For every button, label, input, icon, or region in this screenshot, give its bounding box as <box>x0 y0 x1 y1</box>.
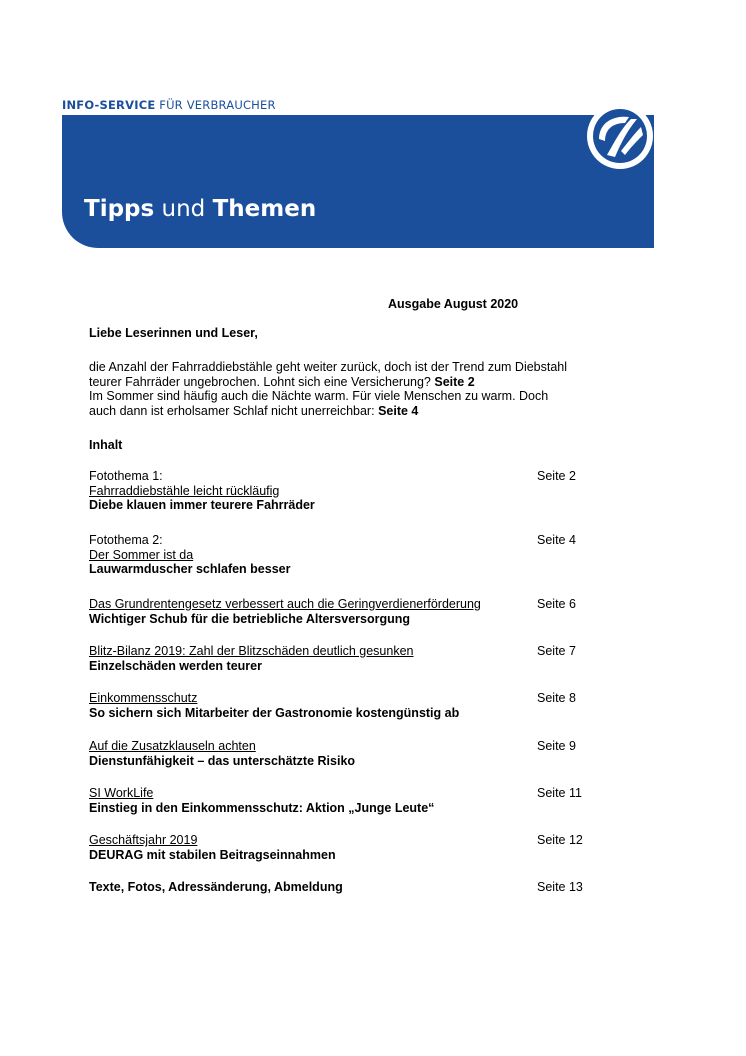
toc-page-number: Seite 2 <box>537 469 576 483</box>
toc-title-link[interactable]: Fahrraddiebstähle leicht rückläufig <box>89 483 280 498</box>
title-part-und: und <box>161 196 206 222</box>
header-band <box>62 115 654 248</box>
title-part-tipps: Tipps <box>84 196 155 222</box>
toc-page-number: Seite 11 <box>537 786 582 800</box>
toc-page-number: Seite 9 <box>537 739 576 753</box>
toc-title-link[interactable]: Das Grundrentengesetz verbessert auch die Geringverdienerförderung <box>89 597 481 611</box>
toc-entry <box>89 597 609 626</box>
toc-page-number: Seite 6 <box>537 597 576 611</box>
intro-text <box>89 360 649 418</box>
issue-date: Ausgabe August 2020 <box>388 297 519 311</box>
toc-subtitle: Dienstunfähigkeit – das unterschätzte Risiko <box>89 753 356 768</box>
toc-title-link[interactable]: Geschäftsjahr 2019 <box>89 833 198 847</box>
title-part-themen: Themen <box>212 196 317 222</box>
toc-subtitle: Einzelschäden werden teurer <box>89 658 262 673</box>
toc-title-link[interactable]: Der Sommer ist da <box>89 547 194 562</box>
toc-subtitle: Einstieg in den Einkommensschutz: Aktion „Junge Leute“ <box>89 800 435 815</box>
toc-title-link[interactable]: Einkommensschutz <box>89 691 198 705</box>
toc-page-number: Seite 13 <box>537 880 583 894</box>
toc-title-link[interactable]: Blitz-Bilanz 2019: Zahl der Blitzschäden deutlich gesunken <box>89 644 414 658</box>
toc-entry <box>89 469 609 513</box>
intro-line: auch dann ist erholsamer Schlaf nicht unerreichbar: Seite 4 <box>89 403 419 418</box>
toc-page-number: Seite 8 <box>537 691 576 705</box>
intro-line: Im Sommer sind häufig auch die Nächte warm. Für viele Menschen zu warm. Doch <box>89 389 549 403</box>
toc-entry <box>89 533 609 577</box>
toc-entry <box>89 644 609 673</box>
newsletter-title <box>84 196 316 222</box>
toc-subtitle: So sichern sich Mitarbeiter der Gastronomie kostengünstig ab <box>89 705 460 720</box>
toc-entry <box>89 786 609 815</box>
toc-label: Fotothema 1: <box>89 469 163 483</box>
toc-entry <box>89 880 609 895</box>
toc-page-number: Seite 4 <box>537 533 576 547</box>
toc-entry <box>89 739 609 768</box>
toc-page-number: Seite 7 <box>537 644 576 658</box>
page-reference: Seite 2 <box>434 374 475 389</box>
toc-entry <box>89 691 609 720</box>
kicker-light: FÜR VERBRAUCHER <box>159 98 276 112</box>
toc-title-link[interactable]: SI WorkLife <box>89 786 154 800</box>
toc-heading: Inhalt <box>89 438 123 452</box>
page-reference: Seite 4 <box>378 403 419 418</box>
signal-iduna-logo-icon <box>585 101 655 171</box>
toc-entry <box>89 833 609 862</box>
kicker-bold: INFO-SERVICE <box>62 98 156 112</box>
publication-kicker <box>62 98 276 112</box>
toc-subtitle: Lauwarmduscher schlafen besser <box>89 562 291 576</box>
toc-subtitle: Texte, Fotos, Adressänderung, Abmeldung <box>89 880 343 894</box>
toc-subtitle: Diebe klauen immer teurere Fahrräder <box>89 498 315 512</box>
intro-line: teurer Fahrräder ungebrochen. Lohnt sich eine Versicherung? Seite 2 <box>89 374 475 389</box>
toc-subtitle: DEURAG mit stabilen Beitragseinnahmen <box>89 847 336 862</box>
toc-page-number: Seite 12 <box>537 833 583 847</box>
toc-subtitle: Wichtiger Schub für die betriebliche Altersversorgung <box>89 611 411 626</box>
intro-line: die Anzahl der Fahrraddiebstähle geht weiter zurück, doch ist der Trend zum Diebstahl <box>89 360 568 374</box>
toc-title-link[interactable]: Auf die Zusatzklauseln achten <box>89 739 256 753</box>
toc-label: Fotothema 2: <box>89 533 163 547</box>
greeting: Liebe Leserinnen und Leser, <box>89 326 258 340</box>
